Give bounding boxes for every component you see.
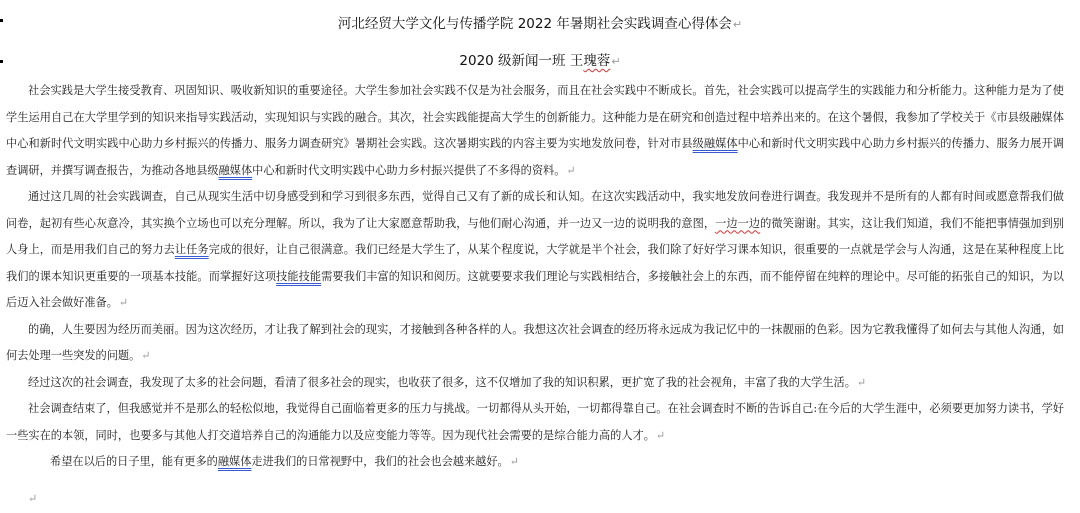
- paragraph-text: 社会实践是大学生接受教育、巩固知识、吸收新知识的重要途径。大学生参加社会实践不仅是为社会服务，而且在社会实践中不断成长。首先，社会实践可以提高学生的实践能力和分析能力。这种能力是为了使学生运用自己在大学里学到的知识来指导实践活动，实现知识与实践的融合。其次，社会实践能提高大学生的创新能力。这种能力是在研究和创造过程中培养出来的。在这个暑假，我参加了学校关于《市县级融媒体中心和新时代文明实践中心助力乡村振兴的传播力、服务力调查研究》暑期社会实践。这次暑期实践的内容主要为实地发放问卷，针对市县: [6, 84, 1064, 150]
- paragraph-text: 经过这次的社会调查，我发现了太多的社会问题，看清了很多社会的现实，也收获了很多，这不仅增加了我的知识积累，更扩宽了我的社会视角，丰富了我的大学生活。: [28, 375, 856, 389]
- paragraph-mark-icon: ↵: [732, 18, 743, 31]
- body-paragraph: [6, 317, 1064, 370]
- grammar-marked-text: 级融媒体: [692, 137, 738, 150]
- paragraph-text: 通过这几周的社会实践调查，自己从现实生活中切身感受到和学习到很多东西，觉得自己又有了新的成长和认知。在这次实践活动中，我实地发放问卷进行调查。我发现并不是所有的人都有时间或愿意帮我们做问卷，起初有些心灰意冷，其实换个立场也可以充分理解。所以，我为了让大家愿意帮助我，与他们耐心沟通，并一边又一边的说明我的意图，: [6, 190, 1064, 230]
- paragraph-text: 的确，人生要因为经历而美丽。因为这次经历，才让我了解到社会的现实，才接触到各种各样的人。我想这次社会调查的经历将永远成为我记忆中的一抹靓丽的色彩。因为它教我懂得了如何去与其他人沟通，如何去处理一些突发的问题。: [6, 322, 1064, 362]
- body-paragraph: [6, 78, 1064, 184]
- body-paragraph: [6, 449, 1064, 476]
- paragraph-text: 希望在以后的日子里，能有更多的: [50, 455, 218, 468]
- grammar-marked-text: 让任务: [174, 243, 209, 256]
- spellcheck-marked-text: 一边一边: [715, 216, 761, 230]
- author-line-text: 2020 级新闻一班 王: [459, 53, 584, 69]
- paragraph-mark-icon: ↵: [566, 163, 576, 177]
- author-line: [0, 49, 1080, 69]
- paragraph-text: 完成的很好，让自己很满意。我们已经是大学生了，从某个程度说，大学就是半个社会，我们除了好好学习课本知识，很重要的一点就是学会与人沟通，这是在某种程度上比我们的课本知识更重要的一项基本技能。而掌握好这项: [6, 243, 1064, 283]
- paragraph-text: 中心和新时代文明实践中心助力乡村振兴的传播力、服务力展开调查调研，并撰写调查报告，为推动各地县级: [6, 137, 1064, 177]
- paragraph-mark-icon: ↵: [856, 375, 867, 389]
- empty-paragraph-mark-icon: ↵: [28, 492, 38, 505]
- grammar-marked-text: 技能技能: [276, 269, 322, 283]
- author-name-spellcheck-mark: 瑰蓉: [583, 53, 611, 69]
- paragraph-text: 走进我们的日常视野中，我们的社会也会越来越好。: [251, 455, 509, 468]
- body-paragraph: [6, 396, 1064, 449]
- paragraph-text: 社会调查结束了，但我感觉并不是那么的轻松似地，我觉得自己面临着更多的压力与挑战。一切都得从头开始，一切都得靠自己。在社会调查时不断的告诉自己:在今后的大学生涯中，必须要更加努力读书，学好一些实在的本领，同时，也要多与其他人打交道培养自己的沟通能力以及应变能力等等。因为现代社会需要的是综合能力高的人才。: [6, 402, 1064, 442]
- paragraph-mark-icon: ↵: [655, 428, 666, 442]
- document-body: [6, 78, 1064, 476]
- paragraph-mark-icon: ↵: [141, 349, 151, 362]
- body-paragraph: [6, 370, 1064, 397]
- paragraph-mark-icon: ↵: [509, 455, 519, 468]
- paragraph-text: 中心和新时代文明实践中心助力乡村振兴提供了不多得的资料。: [252, 163, 566, 177]
- document-title: [0, 12, 1080, 32]
- grammar-marked-text: 融媒体: [218, 163, 253, 177]
- paragraph-mark-icon: ↵: [611, 55, 621, 68]
- paragraph-mark-icon: ↵: [118, 296, 129, 309]
- grammar-marked-text: 融媒体: [217, 455, 252, 468]
- body-paragraph: [6, 184, 1064, 317]
- document-title-text: 河北经贸大学文化与传播学院 2022 年暑期社会实践调查心得体会: [337, 16, 732, 32]
- paragraph-text: 的微笑谢谢。其实，这让我们知道，我们不能把事情强加到别人身上，而是用我们自己的努力去: [6, 216, 1064, 256]
- paragraph-text: 需要我们丰富的知识和阅历。这就要要求我们理论与实践相结合，多接触社会上的东西，而不能停留在纯粹的理论中。尽可能的拓张自己的知识，为以后迈入社会做好准备。: [6, 269, 1064, 309]
